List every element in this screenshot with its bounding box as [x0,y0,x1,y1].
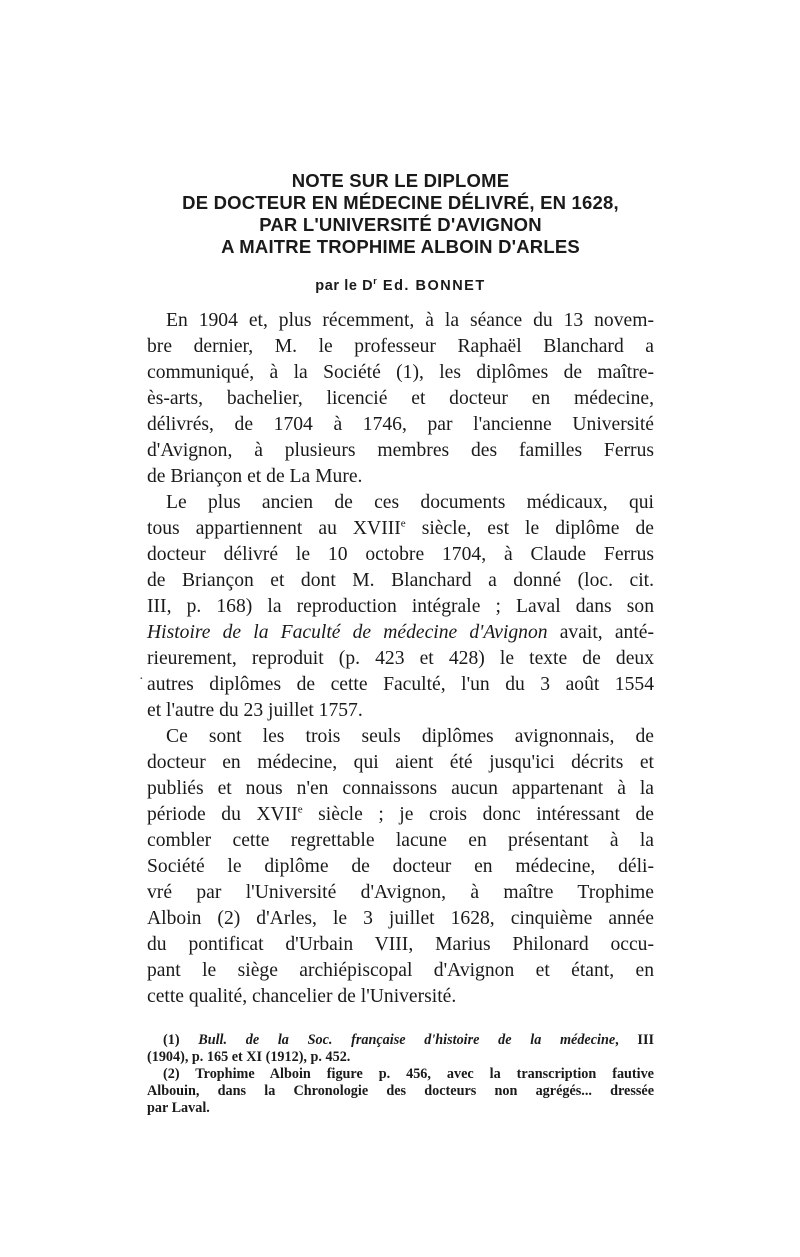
p2-line-4: de Briançon et dont M. Blanchard a donné (loc. cit. [147,570,654,591]
p1-line-1: En 1904 et, plus récemment, à la séance du 13 novem- [166,310,654,331]
paragraph-1 [147,308,654,490]
footnotes [147,1032,654,1117]
title-line-1: NOTE SUR LE DIPLOME [291,170,510,191]
footnote-1-line-2: (1904), p. 165 et XI (1912), p. 452. [147,1049,351,1065]
p3-line-2: docteur en médecine, qui aient été jusqu'ici décrits et [147,752,654,773]
author-byline [147,278,654,294]
p2-line-6b: avait, anté- [547,622,654,643]
p3-line-1: Ce sont les trois seuls diplômes avignonnais, de [166,726,654,747]
p3-line-4a: période du XVII [147,804,298,825]
p2-line-9: et l'autre du 23 juillet 1757. [147,700,363,721]
p2-line-6 [147,620,654,646]
p3-line-11: cette qualité, chancelier de l'Université. [147,986,457,1007]
footnote-2-line-3: par Laval. [147,1100,210,1116]
p3-line-4-sup: e [297,803,303,816]
title-line-3: PAR L'UNIVERSITÉ D'AVIGNON [259,214,542,235]
p3-line-10: pant le siège archiépiscopal d'Avignon et étant, en [147,960,654,981]
author-dr-sup: r [373,276,378,287]
p3-line-3: publiés et nous n'en connaissons aucun appartenant à la [147,778,654,799]
footnote-2-line-1: (2) Trophime Alboin figure p. 456, avec la transcription fautive [163,1066,654,1082]
author-prefix: par le D [315,278,374,294]
footnote-2-line-2: Albouin, dans la Chronologie des docteurs non agrégés... dressée [147,1083,654,1099]
p2-line-7: rieurement, reproduit (p. 423 et 428) le texte de deux [147,648,654,669]
p1-line-5: délivrés, de 1704 à 1746, par l'ancienne Université [147,414,654,435]
p3-line-8: Alboin (2) d'Arles, le 3 juillet 1628, cinquième année [147,908,654,929]
p3-line-4 [147,802,654,828]
margin-mark: · [139,672,144,687]
author-name: Ed. BONNET [377,278,486,294]
p2-line-1: Le plus ancien de ces documents médicaux, qui [166,492,654,513]
footnote-1-line-1 [147,1032,654,1049]
p3-line-4b: siècle ; je crois donc intéressant de [302,804,655,825]
p3-line-9: du pontificat d'Urbain VIII, Marius Philonard occu- [147,934,654,955]
paragraph-2 [147,490,654,724]
p3-line-5: combler cette regrettable lacune en présentant à la [147,830,654,851]
footnote-1-journal: Bull. de la Soc. française d'histoire de la médecine [198,1032,616,1048]
footnote-1-volume: , III [615,1032,654,1048]
p2-line-3: docteur délivré le 10 octobre 1704, à Claude Ferrus [147,544,654,565]
p1-line-6: d'Avignon, à plusieurs membres des familles Ferrus [147,440,654,461]
article [147,170,654,1117]
p1-line-3: communiqué, à la Société (1), les diplômes de maître- [147,362,654,383]
p1-line-7: de Briançon et de La Mure. [147,466,363,487]
p2-line-2b: siècle, est le diplôme de [405,518,654,539]
paragraph-3 [147,724,654,1010]
title-line-2: DE DOCTEUR EN MÉDECINE DÉLIVRÉ, EN 1628, [182,192,619,213]
p1-line-2: bre dernier, M. le professeur Raphaël Blanchard a [147,336,654,357]
p3-line-6: Société le diplôme de docteur en médecine, déli- [147,856,654,877]
p2-line-5: III, p. 168) la reproduction intégrale ; Laval dans son [147,596,654,617]
p2-line-2a: tous appartiennent au XVIII [147,518,401,539]
p2-line-8: autres diplômes de cette Faculté, l'un du 3 août 1554 [147,674,654,695]
p3-line-7: vré par l'Université d'Avignon, à maître Trophime [147,882,654,903]
p2-line-2-sup: e [400,517,406,530]
title-line-4: A MAITRE TROPHIME ALBOIN D'ARLES [221,236,580,257]
article-title [147,170,654,258]
footnote-1-number: (1) [163,1032,199,1048]
p2-line-2 [147,516,654,542]
laval-book-title: Histoire de la Faculté de médecine d'Avignon [147,622,548,643]
p1-line-4: ès-arts, bachelier, licencié et docteur en médecine, [147,388,654,409]
